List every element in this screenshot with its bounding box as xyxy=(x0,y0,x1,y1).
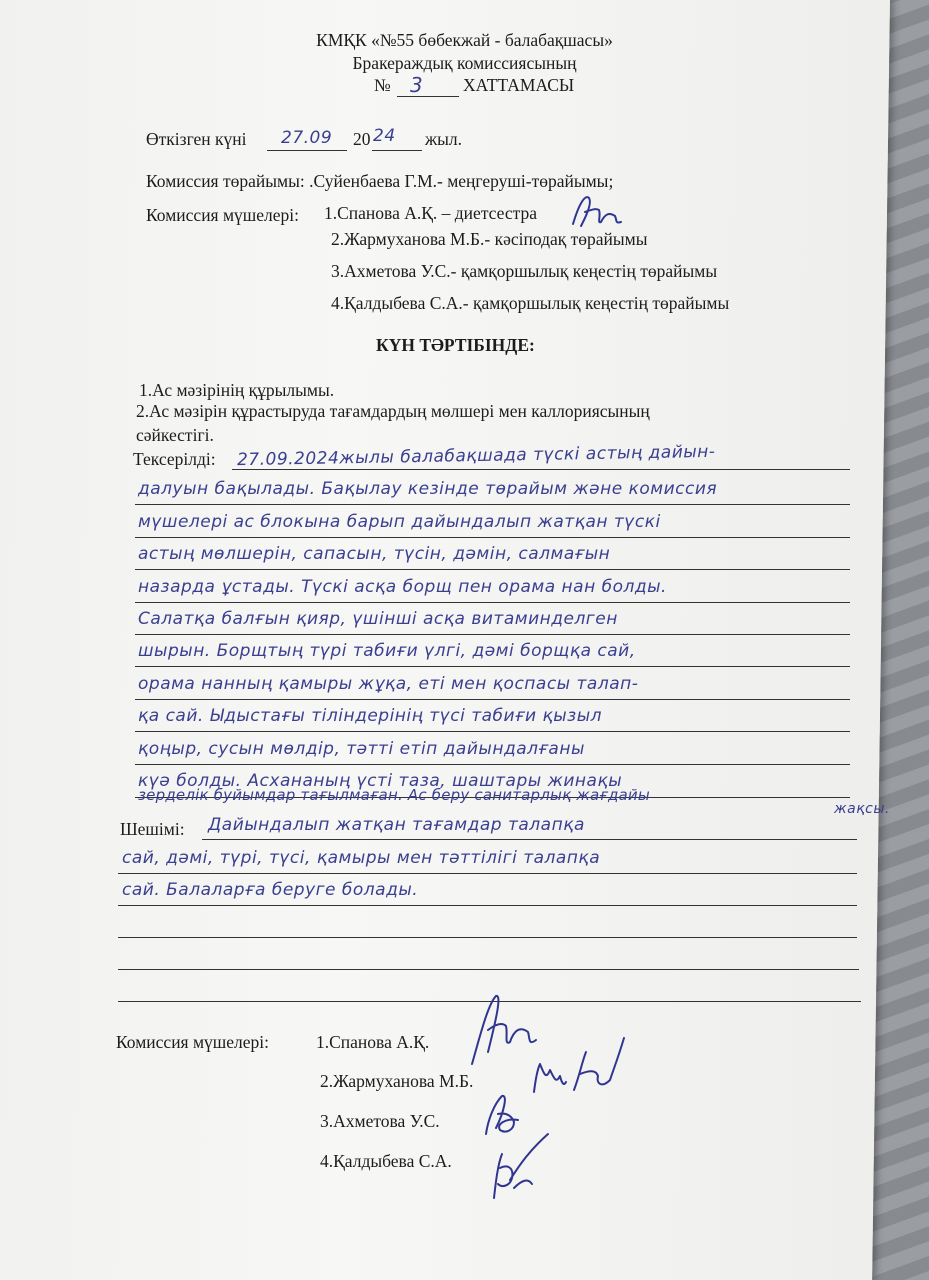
member-2: 2.Жармуханова М.Б.- кәсіподақ төрайымы xyxy=(331,229,648,249)
checked-text-line: зерделік буйымдар тағылмаған. Ас беру санитарлық жағдайы xyxy=(138,786,650,804)
org-title: КМҚК «№55 бөбекжай - балабақшасы» xyxy=(316,30,613,50)
protocol-no-value: 3 xyxy=(410,73,424,97)
ruled-line xyxy=(118,937,857,938)
commission-title: Бракераждық комиссиясының xyxy=(352,53,577,73)
members-label: Комиссия мүшелері: xyxy=(146,205,300,225)
commission-chair: Комиссия төрайымы: .Суйенбаева Г.М.- меңгеруші-төрайымы; xyxy=(146,171,614,191)
checked-text-line: қа сай. Ыдыстағы тіліндерінің түсі табиғи қызыл xyxy=(138,706,602,726)
protocol-no-underline xyxy=(397,96,459,97)
ruled-line xyxy=(135,537,850,538)
checked-text-line: қоңыр, сусын мөлдір, тәтті етіп дайындалғаны xyxy=(138,739,585,759)
ruled-line xyxy=(135,504,850,505)
protocol-no-label: № xyxy=(374,75,391,95)
ruled-line xyxy=(118,969,859,970)
signature-4 xyxy=(484,1128,554,1208)
member-3: 3.Ахметова У.С.- қамқоршылық кеңестің төрайымы xyxy=(331,261,718,281)
ruled-line xyxy=(135,634,850,635)
agenda-item-2-cont: сәйкестігі. xyxy=(136,425,214,445)
date-label: Өткізген күні xyxy=(146,129,247,149)
ruled-line xyxy=(232,469,850,470)
signature-1-top xyxy=(565,192,625,232)
checked-text-line: мүшелері ас блокына барып дайындалып жатқан түскі xyxy=(138,512,661,532)
agenda-title: КҮН ТӘРТІБІНДЕ: xyxy=(376,335,535,355)
checked-text-line: шырын. Борщтың түрі табиғи үлгі, дәмі борщқа сай, xyxy=(138,641,636,661)
checked-label: Тексерілді: xyxy=(133,449,216,469)
date-day-underline xyxy=(267,150,347,151)
agenda-item-1: 1.Ас мәзірінің құрылымы. xyxy=(139,380,335,400)
ruled-line xyxy=(202,839,857,840)
checked-text-line: Салатқа балғын қияр, үшінші асқа витаминделген xyxy=(138,609,618,629)
date-year-prefix: 20 xyxy=(353,129,371,149)
date-year-underline xyxy=(372,150,422,151)
protocol-title: ХАТТАМАСЫ xyxy=(463,75,575,95)
ruled-line xyxy=(118,873,857,874)
ruled-line xyxy=(135,602,850,603)
decision-text-line: Дайындалып жатқан тағамдар талапқа xyxy=(208,815,585,835)
decision-text-line: сай. Балаларға беруге болады. xyxy=(122,880,419,900)
decision-label: Шешімі: xyxy=(120,819,185,839)
signature-member-3: 3.Ахметова У.С. xyxy=(320,1111,440,1131)
ruled-line xyxy=(135,666,850,667)
ruled-line xyxy=(135,764,850,765)
checked-text-line: назарда ұстады. Түскі асқа борщ пен орама нан болды. xyxy=(138,577,667,597)
ruled-line xyxy=(135,731,850,732)
ruled-line xyxy=(118,905,857,906)
date-suffix: жыл. xyxy=(425,129,462,149)
checked-text-line: далуын бақылады. Бақылау кезінде төрайым және комиссия xyxy=(138,479,718,499)
member-4: 4.Қалдыбева С.А.- қамқоршылық кеңестің төрайымы xyxy=(331,293,730,313)
ruled-line xyxy=(135,699,850,700)
date-day-value: 27.09 xyxy=(281,128,333,148)
decision-text-line: сай, дәмі, түрі, түсі, қамыры мен тәттілігі талапқа xyxy=(122,848,601,868)
signature-member-4: 4.Қалдыбева С.А. xyxy=(320,1151,452,1171)
checked-text-line: орама нанның қамыры жұқа, еті мен қоспасы талап- xyxy=(138,674,639,694)
signature-2 xyxy=(520,1030,630,1100)
member-1: 1.Спанова А.Қ. – диетсестра xyxy=(324,203,538,223)
ruled-line xyxy=(135,569,850,570)
checked-text-line: 27.09.2024жылы балабақшада түскі астың дайын- xyxy=(236,441,716,471)
signatures-label: Комиссия мүшелері: xyxy=(116,1032,270,1052)
checked-text-line: жақсы. xyxy=(834,801,890,817)
signature-member-2: 2.Жармуханова М.Б. xyxy=(320,1071,474,1091)
signature-member-1: 1.Спанова А.Қ. xyxy=(316,1032,430,1052)
date-year-value: 24 xyxy=(373,126,396,146)
checked-text-line: күә болды. Асхананың үсті таза, шаштары жинақы xyxy=(138,771,623,791)
agenda-item-2: 2.Ас мәзірін құрастыруда тағамдардың мөлшері мен каллориясының xyxy=(136,401,650,421)
checked-text-line: астың мөлшерін, сапасын, түсін, дәмін, салмағын xyxy=(138,544,611,564)
